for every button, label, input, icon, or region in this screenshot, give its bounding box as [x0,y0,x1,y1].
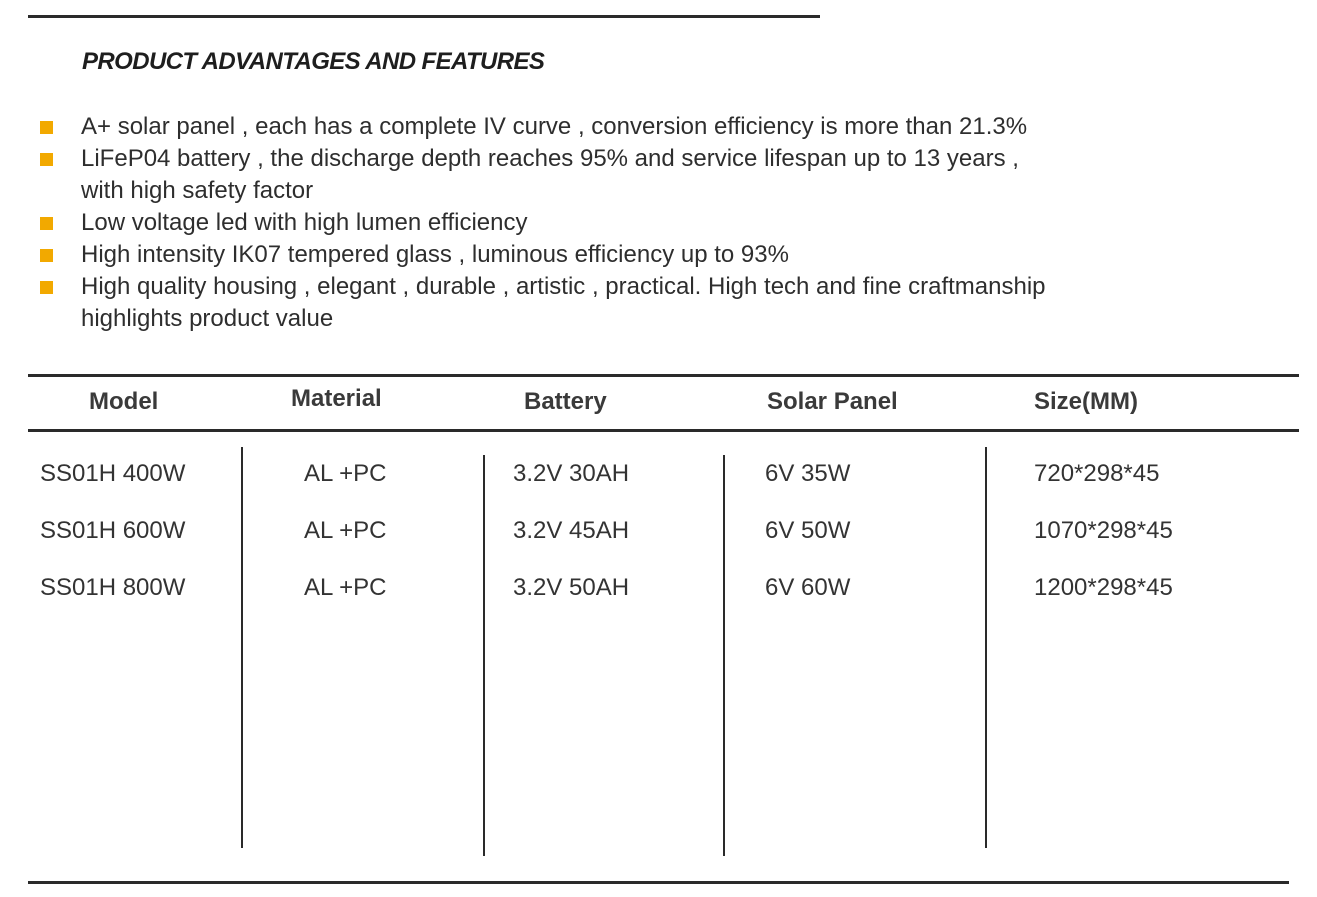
feature-text: High intensity IK07 tempered glass , luminous efficiency up to 93% [81,241,789,268]
cell-model: SS01H 600W [40,517,186,544]
header-solar-panel: Solar Panel [767,388,898,415]
column-divider [985,447,987,848]
top-divider [28,15,820,18]
square-bullet-icon [40,249,53,262]
feature-text: Low voltage led with high lumen efficiency [81,209,528,236]
square-bullet-icon [40,153,53,166]
table-header-border [28,429,1299,432]
section-title: PRODUCT ADVANTAGES AND FEATURES [82,48,545,75]
feature-text-continued: with high safety factor [81,177,314,204]
cell-model: SS01H 400W [40,460,186,487]
cell-material: AL +PC [304,517,387,544]
feature-text: High quality housing , elegant , durable , artistic , practical. High tech and fine craftmanship [81,273,1046,300]
square-bullet-icon [40,281,53,294]
header-size: Size(MM) [1034,388,1138,415]
column-divider [241,447,243,848]
feature-item [38,111,1046,143]
features-list [38,111,1046,335]
header-battery: Battery [524,388,607,415]
header-material: Material [291,385,382,412]
feature-text-continued: highlights product value [81,305,334,332]
cell-size: 1070*298*45 [1034,517,1173,544]
feature-text: A+ solar panel , each has a complete IV curve , conversion efficiency is more than 21.3% [81,113,1028,140]
square-bullet-icon [40,217,53,230]
cell-size: 720*298*45 [1034,460,1160,487]
column-divider [483,455,485,856]
cell-material: AL +PC [304,460,387,487]
square-bullet-icon [40,121,53,134]
header-model: Model [89,388,159,415]
cell-battery: 3.2V 45AH [513,517,630,544]
table-top-border [28,374,1299,377]
bottom-divider [28,881,1289,884]
cell-solar-panel: 6V 50W [765,517,851,544]
cell-battery: 3.2V 30AH [513,460,630,487]
cell-material: AL +PC [304,574,387,601]
cell-battery: 3.2V 50AH [513,574,630,601]
feature-item [38,143,1046,207]
cell-size: 1200*298*45 [1034,574,1173,601]
column-divider [723,455,725,856]
feature-text: LiFeP04 battery , the discharge depth reaches 95% and service lifespan up to 13 years , [81,145,1019,172]
feature-item [38,271,1046,335]
feature-item [38,207,1046,239]
cell-model: SS01H 800W [40,574,186,601]
feature-item [38,239,1046,271]
cell-solar-panel: 6V 35W [765,460,851,487]
cell-solar-panel: 6V 60W [765,574,851,601]
